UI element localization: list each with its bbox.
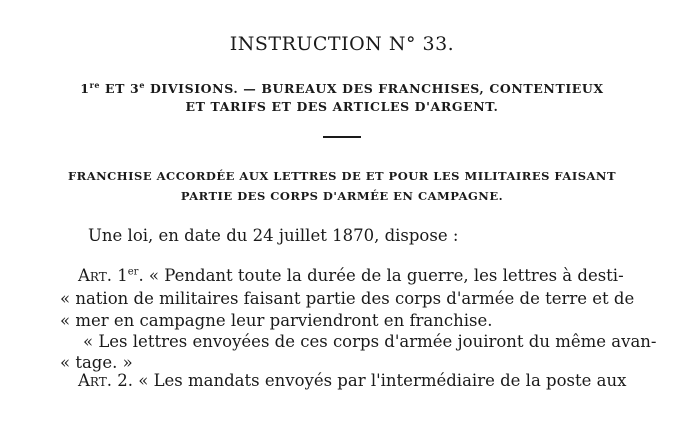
article-1-line-1 <box>78 266 624 285</box>
article-1-line-4: « Les lettres envoyées de ces corps d'armée jouiront du même avan- <box>83 332 657 351</box>
subject-line-2: PARTIE DES CORPS D'ARMÉE EN CAMPAGNE. <box>180 189 504 203</box>
article-2-text: « Les mandats envoyés par l'intermédiaire de la poste aux <box>132 371 627 390</box>
instruction-title: INSTRUCTION N° 33. <box>229 33 455 55</box>
article-1-line-5: « tage. » <box>60 353 133 372</box>
divisions-line-2: ET TARIFS ET DES ARTICLES D'ARGENT. <box>185 99 499 114</box>
article-1-text: . « Pendant toute la durée de la guerre, les lettres à desti- <box>138 266 624 285</box>
article-1-line-3: « mer en campagne leur parviendront en franchise. <box>60 311 493 330</box>
divisions-first-superscript: re <box>89 80 101 90</box>
divisions-line-1 <box>0 75 684 99</box>
divisions-third-superscript: e <box>139 80 146 90</box>
divisions-bureaux: DIVISIONS. — BUREAUX DES FRANCHISES, CONTENTIEUX <box>145 81 604 97</box>
section-divider <box>323 136 361 138</box>
subject-line-1: FRANCHISE ACCORDÉE AUX LETTRES DE ET POUR LES MILITAIRES FAISANT <box>67 169 616 183</box>
intro-paragraph: Une loi, en date du 24 juillet 1870, dispose : <box>88 226 459 245</box>
divisions-first: 1 <box>80 81 90 97</box>
divisions-third: ET 3 <box>100 81 140 97</box>
article-1-line-2: « nation de militaires faisant partie des corps d'armée de terre et de <box>60 289 635 308</box>
article-2-line-1 <box>78 371 626 390</box>
article-2-label: Art. 2. <box>78 371 133 390</box>
article-1-superscript: er <box>127 266 139 278</box>
article-1-label: Art. 1 <box>78 266 128 285</box>
